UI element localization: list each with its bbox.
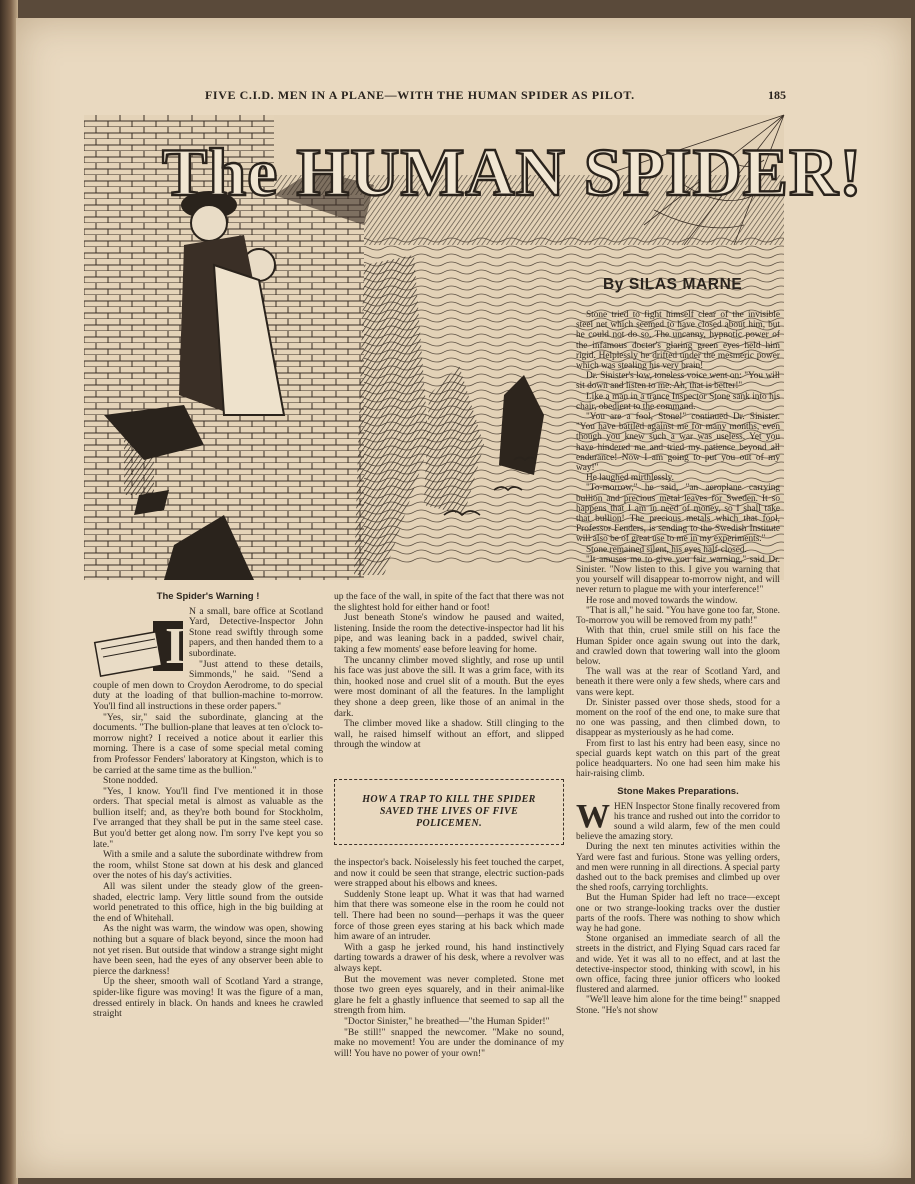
paragraph: Dr. Sinister's low, toneless voice went on: "You will sit down and listen to me. Ah, that is better!" — [576, 371, 780, 392]
paragraph: Stone organised an immediate search of all the streets in the district, and Flying Squad cars raced far and wide. Yet it was all to no effect, and at last the detective-inspector stood, thinking with scowl, in his own office, facing three junior officers who looked flustered and alarmed. — [576, 934, 780, 996]
dropcap-letter: I — [165, 617, 186, 675]
paragraph: But the Human Spider had left no trace—except one or two strange-looking tracks over the dustier parts of the roofs. There was nothing to show which way he had gone. — [576, 893, 780, 934]
paragraph: Stone nodded. — [103, 775, 158, 787]
section-heading-spiders-warning: The Spider's Warning ! — [156, 591, 260, 602]
paragraph: All was silent under the steady glow of the green-shaded, electric lamp. Very little sound from the outside world penetrated to this office, high in the big building at the end of Whitehall. — [93, 881, 323, 924]
paragraph: He rose and moved towards the window. — [586, 595, 738, 606]
paragraph: From first to last his entry had been easy, since no special guards kept watch on this part of the great police headquarters. No one had seen him make his hair-raising climb. — [576, 738, 780, 780]
paragraph: "Be still!" snapped the newcomer. "Make no sound, make no movement! You are under the dominance of my will! You have no power of your own!" — [334, 1026, 564, 1059]
paragraph: As the night was warm, the window was open, showing nothing but a square of black beyond, since the moon had not yet risen. But outside that window a strange sight might have been seen, had the eyes of any observer been able to pierce the darkness! — [93, 923, 323, 977]
paragraph: "You are a fool, Stone!" continued Dr. Sinister. "You have battled against me for many months, even though you knew such a war was useless. Yet you have hindered me and tried my patience beyond all endurance! Now I am going to put you out of my way!" — [576, 412, 780, 474]
pull-quote-box — [334, 779, 564, 845]
paragraph: He laughed mirthlessly. — [586, 473, 674, 484]
paragraph: With a smile and a salute the subordinate withdrew from the room, whilst Stone sat down at his desk and glanced over the notes of his day's activities. — [93, 849, 323, 882]
section-heading-stone-makes-preparations: Stone Makes Preparations. — [617, 786, 739, 798]
paragraph: N a small, bare office at Scotland Yard, Detective-Inspector John Stone read swiftly through some papers, and then handed them to a subordinate. — [189, 605, 323, 659]
paragraph: "That is all," he said. "You have gone too far, Stone. To-morrow you will be removed from my path!" — [576, 605, 780, 627]
paragraph: Dr. Sinister passed over those sheds, stood for a moment on the roof of the end one, to make sure that no one was passing, and then climbed down, to disappear as mysteriously as he had come. — [576, 697, 780, 739]
paragraph: During the next ten minutes activities within the Yard were fast and furious. Stone was yelling orders, and men were running in all directions. A special party dashed out to the back premises and climbed up over the shed roofs, carrying torchlights. — [576, 842, 780, 894]
paragraph: "Yes, sir," said the subordinate, glancing at the documents. "The bullion-plane that leaves at ten o'clock to-morrow night? I received a notice about it earlier this morning. There is a case of some special metal coming from Professor Fenders' laboratory at Kingston, which is to be carried at the same time as the bullion." — [93, 711, 323, 776]
paragraph: Stone tried to fight himself clear of the invisible steel net which seemed to have closed about him, but he could not do so. The uncanny, hypnotic power of the infamous doctor's glaring green eyes held him rigid. Helplessly he drifted under the mesmeric power which was stealing his very brain! — [576, 310, 780, 372]
paragraph: Just beneath Stone's window he paused and waited, listening. Inside the room the detective-inspector had lit his pipe, and was leaning back in a padded, swivel chair, taking a few moments' ease before leaving for home. — [334, 612, 564, 655]
page-number: 185 — [768, 88, 786, 102]
paragraph: The climber moved like a shadow. Still clinging to the wall, he raised himself without an effort, and slipped through the window at — [334, 718, 564, 751]
paragraph: "Doctor Sinister," he breathed—"the Human Spider!" — [344, 1015, 550, 1027]
paragraph: up the face of the wall, in spite of the fact that there was not the slightest hold for either hand or foot! — [334, 591, 564, 613]
byline: By SILAS MARNE — [603, 276, 743, 293]
column-3 — [576, 310, 780, 1016]
story-title: The HUMAN SPIDER! — [162, 134, 863, 210]
paragraph: The uncanny climber moved slightly, and rose up until his face was just above the sill. It was a grim face, with its thin, hooked nose and cruel slit of a mouth. But the eyes were most dominant of all the features. In the lamplight they shone a deep green, like those of an animal in the dark. — [334, 654, 564, 719]
dropcap-letter: W — [576, 797, 610, 835]
paragraph: But the movement was never completed. Stone met those two green eyes squarely, and in their animal-like glare he felt a ghastly influence that seemed to sap all the strength from him. — [334, 973, 564, 1017]
paragraph: "Yes, I know. You'll find I've mentioned it in those orders. That special metal is almost as valuable as the bullion itself; and, as they're both bound for Stockholm, I've arranged that they shall be put in the same steel case. But you'd better get along now. I'm sorry I've kept you so late." — [93, 785, 323, 850]
paragraph: "We'll leave him alone for the time being!" snapped Stone. "He's not show — [576, 995, 780, 1016]
paragraph: Stone remained silent, his eyes half-closed. — [586, 544, 747, 555]
column-1 — [93, 592, 323, 1020]
paragraph: "It amuses me to give you fair warning," said Dr. Sinister. "Now listen to this. I give you warning that you yourself will disappear to-morrow night, and will never return to plague me with your interference!" — [576, 554, 780, 596]
column-2-continued — [334, 858, 564, 1059]
paragraph: Up the sheer, smooth wall of Scotland Yard a strange, spider-like figure was moving! It was the figure of a man, dressed entirely in black. On hands and knees he crawled straight — [93, 976, 323, 1020]
paragraph: With that thin, cruel smile still on his face the Human Spider once again swung out into the dark, and crawled down that towering wall into the gloom below. — [576, 626, 780, 667]
paragraph: The wall was at the rear of Scotland Yard, and beneath it there were only a few sheds, where cars and vans were kept. — [576, 667, 780, 698]
dropcap-illustration — [93, 613, 185, 673]
paragraph: HEN Inspector Stone finally recovered from his trance and rushed out into the corridor to sound a wild alarm, few of the men could believe the amazing story. — [576, 801, 780, 843]
paragraph: With a gasp he jerked round, his hand instinctively darting towards a drawer of his desk, where a revolver was always kept. — [334, 941, 564, 974]
paragraph: Like a man in a trance Inspector Stone sank into his chair, obedient to the command. — [576, 391, 780, 412]
paragraph: "Just attend to these details, Simmonds," he said. "Send a couple of men down to Croydon Aerodrome, to do special duty at the loading of that bullion-machine to-morrow. You'll find all instructions in these order papers." — [93, 658, 323, 712]
paragraph: the inspector's back. Noiselessly his feet touched the carpet, and now it could be seen that strange, electric suction-pads were strapped about his elbows and knees. — [334, 857, 564, 890]
paragraph: Suddenly Stone leapt up. What it was that had warned him that there was someone else in the room he could not tell. There had been no sound—perhaps it was the queer force of those green eyes staring at his back which made him aware of an intruder. — [334, 888, 564, 943]
paragraph: "To-morrow," he said, "an aeroplane carrying bullion and precious metal leaves for Sweden. It so happens that I am in need of money, so I shall take that bullion! The precious metals which that fool, Professor Fenders, is sending to the Swedish Institute will also be of great use to me in my experiments." — [576, 483, 780, 545]
pull-quote-text: HOW A TRAP TO KILL THE SPIDER SAVED THE LIVES OF FIVE POLICEMEN. — [362, 794, 536, 829]
column-2 — [334, 592, 564, 751]
running-head: FIVE C.I.D. MEN IN A PLANE—WITH THE HUMAN SPIDER AS PILOT. — [205, 88, 635, 102]
